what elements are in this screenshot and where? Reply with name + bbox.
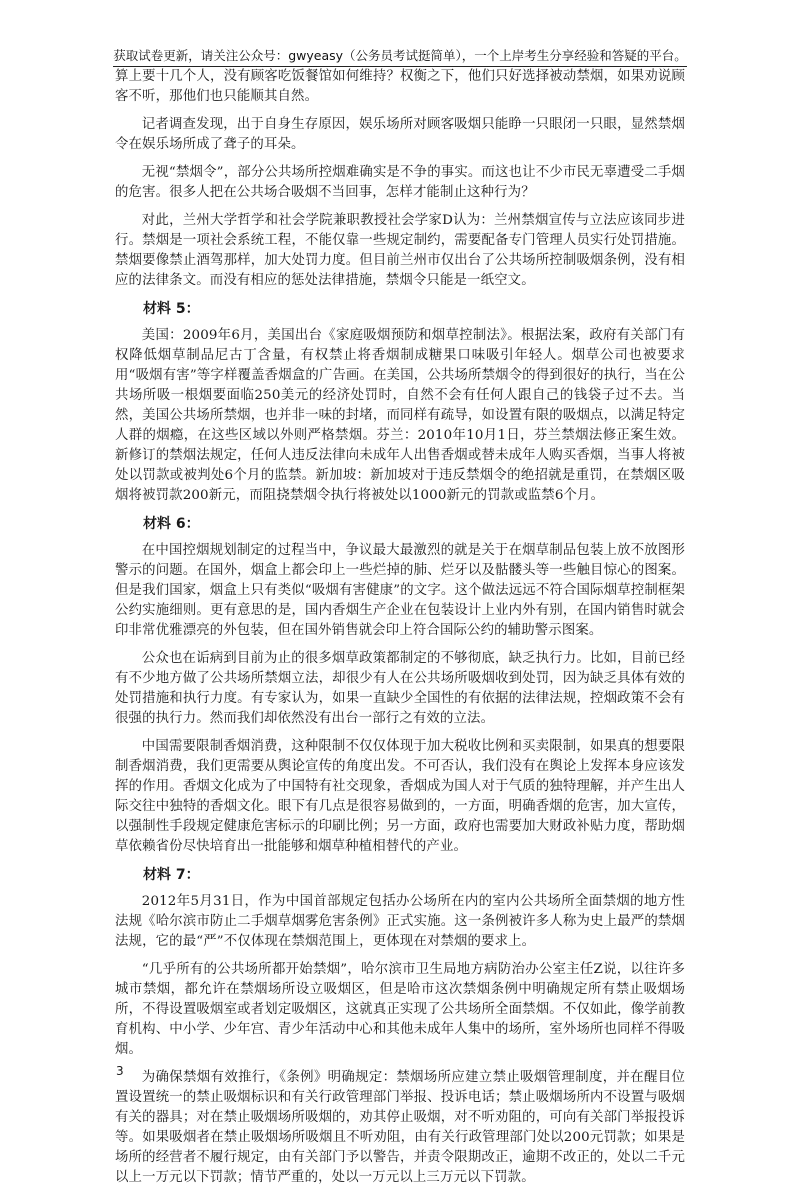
material-5-heading: 材料 5： bbox=[143, 301, 200, 317]
document-body bbox=[115, 67, 685, 1196]
paragraph: 2012年5月31日，作为中国首部规定包括办公场所在内的室内公共场所全面禁烟的地方性法规《哈尔滨市防止二手烟草烟雾危害条例》正式实施。这一条例被许多人称为史上最严的禁烟法规，它的最“严”不仅体现在禁烟范围上，更体现在对禁烟的要求上。 bbox=[115, 894, 685, 949]
page-number: 3 bbox=[116, 1064, 124, 1078]
paragraph: 无视“禁烟令”，部分公共场所控烟难确实是不争的事实。而这也让不少市民无辜遭受二手烟的危害。很多人把在公共场合吸烟不当回事，怎样才能制止这种行为？ bbox=[115, 165, 685, 200]
paragraph: 记者调查发现，出于自身生存原因，娱乐场所对顾客吸烟只能睁一只眼闭一只眼，显然禁烟令在娱乐场所成了聋子的耳朵。 bbox=[115, 117, 685, 152]
material-7-heading: 材料 7： bbox=[143, 867, 200, 883]
paragraph: 中国需要限制香烟消费，这种限制不仅仅体现于加大税收比例和买卖限制，如果真的想要限制香烟消费，我们更需要从舆论宣传的角度出发。不可否认，我们没有在舆论上发挥本身应该发挥的作用。香烟文化成为了中国特有社交现象，香烟成为国人对于气质的独特理解，并产生出人际交往中独特的香烟文化。眼下有几点是很容易做到的，一方面，明确香烟的危害，加大宣传，以强制性手段规定健康危害标示的印刷比例；另一方面，政府也需要加大财政补贴力度，帮助烟草依赖省份尽快培育出一批能够和烟草种植相替代的产业。 bbox=[115, 739, 685, 854]
paragraph: 为确保禁烟有效推行，《条例》明确规定：禁烟场所应建立禁止吸烟管理制度，并在醒目位置设置统一的禁止吸烟标识和有关行政管理部门举报、投诉电话；禁止吸烟场所内不设置与吸烟有关的器具；对在禁止吸烟场所吸烟的，劝其停止吸烟，对不听劝阻的，可向有关部门举报投诉等。如果吸烟者在禁止吸烟场所吸烟且不听劝阻，由有关行政管理部门处以200元罚款；如果是场所的经营者不履行规定，由有关部门予以警告，并责令限期改正，逾期不改正的，处以二千元以上一万元以下罚款；情节严重的，处以一万元以上三万元以下罚款。 bbox=[115, 1070, 685, 1185]
paragraph: “几乎所有的公共场所都开始禁烟”，哈尔滨市卫生局地方病防治办公室主任Z说，以往许多城市禁烟，都允许在禁烟场所设立吸烟区，但是哈市这次禁烟条例中明确规定所有禁止吸烟场所，不得设置吸烟室或者划定吸烟区，这就真正实现了公共场所全面禁烟。不仅如此，像学前教育机构、中小学、少年宫、青少年活动中心和其他未成年人集中的场所，室外场所也同样不得吸烟。 bbox=[115, 962, 685, 1057]
paragraph: 美国：2009年6月，美国出台《家庭吸烟预防和烟草控制法》。根据法案，政府有关部门有权降低烟草制品尼古丁含量，有权禁止将香烟制成糖果口味吸引年轻人。烟草公司也被要求用“吸烟有害”等字样覆盖香烟盒的广告画。在美国，公共场所禁烟令的得到很好的执行，当在公共场所吸一根烟要面临250美元的经济处罚时，自然不会有任何人跟自己的钱袋子过不去。当然，美国公共场所禁烟，也并非一味的封堵，而同样有疏导，如设置有限的吸烟点，以满足特定人群的烟瘾，在这些区域以外则严格禁烟。芬兰：2010年10月1日，芬兰禁烟法修正案生效。新修订的禁烟法规定，任何人违反法律向未成年人出售香烟或替未成年人购买香烟，当事人将被处以罚款或被判处6个月的监禁。新加坡：新加坡对于违反禁烟令的绝招就是重罚，在禁烟区吸烟将被罚款200新元，而阻挠禁烟令执行将被处以1000新元的罚款或监禁6个月。 bbox=[115, 328, 685, 503]
paragraph: 算上要十几个人，没有顾客吃饭餐馆如何维持？权衡之下，他们只好选择被动禁烟，如果劝说顾客不听，那他们也只能顺其自然。 bbox=[115, 69, 685, 104]
paragraph: 对此，兰州大学哲学和社会学院兼职教授社会学家D认为：兰州禁烟宣传与立法应该同步进行。禁烟是一项社会系统工程，不能仅靠一些规定制约，需要配备专门管理人员实行处罚措施。禁烟要像禁止酒驾那样，加大处罚力度。但目前兰州市仅出台了公共场所控制吸烟条例，没有相应的法律条文。而没有相应的惩处法律措施，禁烟令只能是一纸空文。 bbox=[115, 213, 685, 288]
paragraph: 在中国控烟规划制定的过程当中，争议最大最激烈的就是关于在烟草制品包装上放不放图形警示的问题。在国外，烟盒上都会印上一些烂掉的肺、烂牙以及骷髅头等一些触目惊心的图案。但是我们国家，烟盒上只有类似“吸烟有害健康”的文字。这个做法远远不符合国际烟草控制框架公约实施细则。更有意思的是，国内香烟生产企业在包装设计上业内外有别，在国内销售时就会印非常优雅漂亮的外包装，但在国外销售就会印上符合国际公约的辅助警示图案。 bbox=[115, 543, 685, 638]
material-6-heading: 材料 6： bbox=[143, 516, 200, 532]
paragraph: 公众也在诟病到目前为止的很多烟草政策都制定的不够彻底，缺乏执行力。比如，目前已经有不少地方做了公共场所禁烟立法，却很少有人在公共场所吸烟收到处罚，因为缺乏具体有效的处罚措施和执行力度。有专家认为，如果一直缺少全国性的有依据的法律法规，控烟政策不会有很强的执行力。然而我们却依然没有出台一部行之有效的立法。 bbox=[115, 651, 685, 726]
page-header: 获取试卷更新，请关注公众号：gwyeasy（公务员考试挺简单），一个上岸考生分享经验和答疑的平台。 bbox=[113, 48, 687, 63]
